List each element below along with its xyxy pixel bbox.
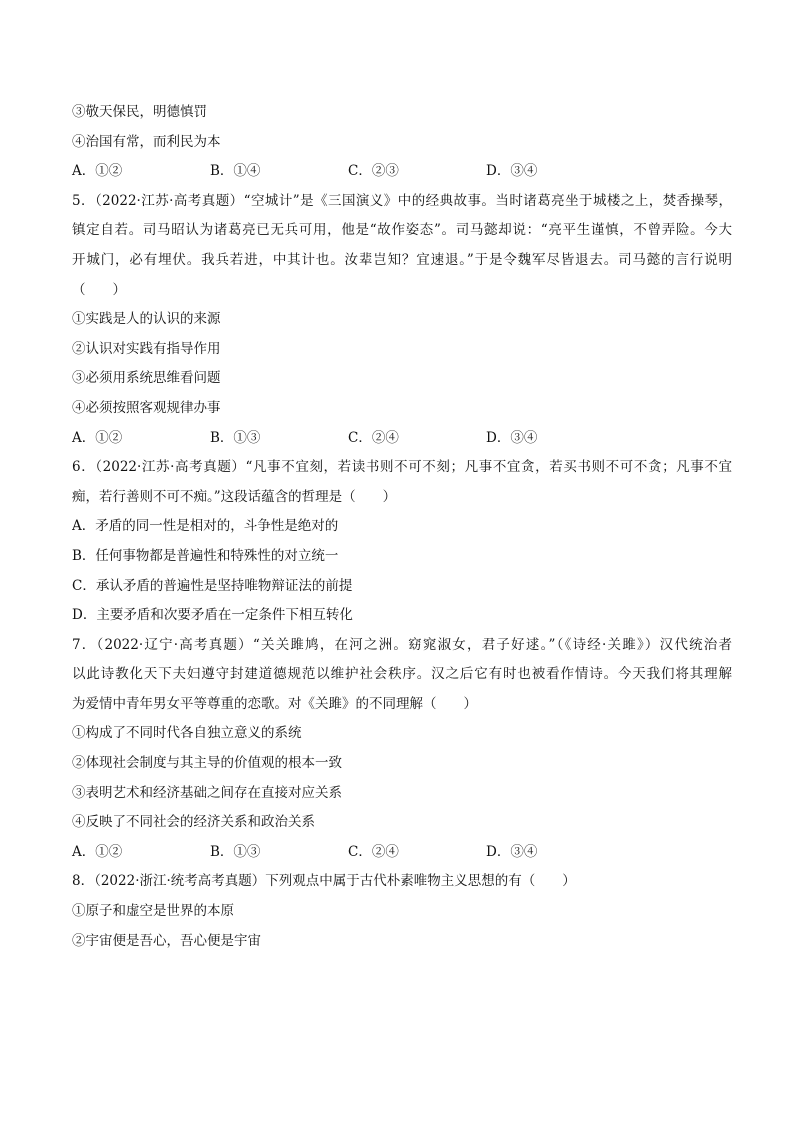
q7-choice-a: A．①② [72, 843, 123, 860]
q8-option-2: ②宇宙便是吾心，吾心便是宇宙 [72, 932, 261, 949]
q5-choice-b: B．①③ [210, 429, 261, 446]
q7-option-3: ③表明艺术和经济基础之间存在直接对应关系 [72, 784, 342, 801]
q4-option-3: ③敬天保民，明德慎罚 [72, 104, 207, 120]
q4-choice-c: C．②③ [348, 163, 399, 180]
q5-choice-c: C．②④ [348, 429, 399, 446]
q4-choice-a: A．①② [72, 163, 123, 180]
exam-page [72, 98, 732, 956]
q5-answer-choices [72, 424, 732, 454]
q7-stem-line-2: 以此诗教化天下夫妇遵守封建道德规范以维护社会秩序。汉之后它有时也被看作情诗。今天我们将其理解 [72, 666, 732, 683]
q7-option-4: ④反映了不同社会的经济关系和政治关系 [72, 814, 315, 831]
question-6 [72, 453, 732, 631]
q7-option-1: ①构成了不同时代各自独立意义的系统 [72, 725, 302, 742]
q5-option-2: ②认识对实践有指导作用 [72, 340, 221, 357]
q5-option-1: ①实践是人的认识的来源 [72, 311, 221, 328]
q7-choice-c: C．②④ [348, 843, 399, 860]
question-8 [72, 867, 732, 956]
q6-option-c: C．承认矛盾的普遍性是坚持唯物辩证法的前提 [72, 577, 353, 594]
q5-stem-line-3: 开城门，必有埋伏。我兵若进，中其计也。汝辈岂知？宜速退。”于是令魏军尽皆退去。司马懿的言行说明 [72, 251, 732, 268]
q5-choice-d: D．③④ [486, 429, 538, 446]
q6-option-a: A．矛盾的同一性是相对的，斗争性是绝对的 [72, 518, 339, 535]
q8-stem-line-1: 8．（2022·浙江·统考高考真题）下列观点中属于古代朴素唯物主义思想的有（ ） [72, 873, 576, 890]
q4-option-4: ④治国有常，而利民为本 [72, 133, 221, 150]
q7-option-2: ②体现社会制度与其主导的价值观的根本一致 [72, 755, 342, 772]
q6-stem-line-1: 6．（2022·江苏·高考真题）“凡事不宜刻，若读书则不可不刻；凡事不宜贪，若买书则不可不贪；凡事不宜 [72, 459, 732, 476]
q5-stem-line-2: 镇定自若。司马昭认为诸葛亮已无兵可用，他是“故作姿态”。司马懿却说：“亮平生谨慎，不曾弄险。今大 [72, 222, 732, 239]
q7-stem-line-3: 为爱情中青年男女平等尊重的恋歌。对《关雎》的不同理解（ ） [72, 695, 477, 712]
q5-stem-line-4: （ ） [72, 281, 126, 298]
q6-option-d: D．主要矛盾和次要矛盾在一定条件下相互转化 [72, 607, 353, 624]
q7-choice-b: B．①③ [210, 843, 261, 860]
q7-choice-d: D．③④ [486, 843, 538, 860]
q8-option-1: ①原子和虚空是世界的本原 [72, 903, 234, 920]
q5-option-4: ④必须按照客观规律办事 [72, 399, 221, 416]
question-5 [72, 187, 732, 453]
q6-stem-line-2: 痴，若行善则不可不痴。”这段话蕴含的哲理是（ ） [72, 488, 397, 505]
question-4-tail [72, 98, 732, 187]
q4-choice-d: D．③④ [486, 163, 538, 180]
q5-option-3: ③必须用系统思维看问题 [72, 370, 221, 387]
q4-choice-b: B．①④ [210, 163, 261, 180]
q7-stem-line-1: 7．（2022·辽宁·高考真题）“关关雎鸠，在河之洲。窈窕淑女，君子好逑。”（《诗经·关雎》）汉代统治者 [72, 636, 732, 653]
q4-answer-choices [72, 157, 732, 187]
q7-answer-choices [72, 838, 732, 868]
question-7 [72, 631, 732, 868]
q5-choice-a: A．①② [72, 429, 123, 446]
q6-option-b: B．任何事物都是普遍性和特殊性的对立统一 [72, 547, 339, 564]
q5-stem-line-1: 5．（2022·江苏·高考真题）“空城计”是《三国演义》中的经典故事。当时诸葛亮坐于城楼之上，焚香操琴， [72, 192, 732, 209]
